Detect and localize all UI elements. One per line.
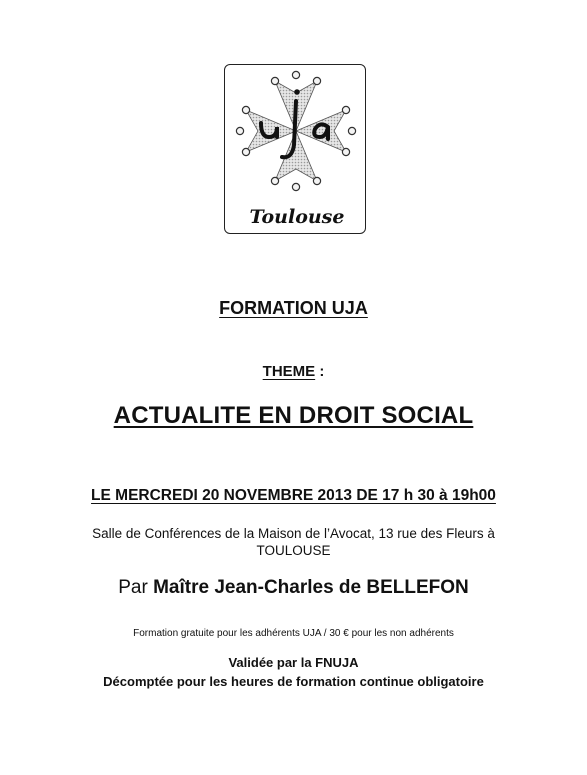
speaker-name: Maître Jean-Charles de BELLEFON	[153, 577, 469, 598]
validation-note: Validée par la FNUJA	[228, 655, 359, 670]
venue-address: Salle de Conférences de la Maison de l’Avocat, 13 rue des Fleurs à TOULOUSE	[92, 526, 495, 558]
training-title: FORMATION UJA	[219, 298, 368, 318]
occitan-cross-logo-icon	[225, 65, 367, 235]
uja-toulouse-logo	[224, 64, 366, 234]
fee-note: Formation gratuite pour les adhérents UJA / 30 € pour les non adhérents	[133, 628, 454, 639]
date-time-line: LE MERCREDI 20 NOVEMBRE 2013 DE 17 h 30 à 19h00	[91, 487, 496, 504]
speaker-line: Par Maître Jean-Charles de BELLEFON	[118, 577, 469, 598]
subject-title: ACTUALITE EN DROIT SOCIAL	[113, 402, 474, 429]
continuing-education-note: Décomptée pour les heures de formation continue obligatoire	[103, 674, 484, 689]
svg-text:Toulouse: Toulouse	[249, 206, 345, 228]
theme-label: THEME :	[262, 363, 325, 380]
